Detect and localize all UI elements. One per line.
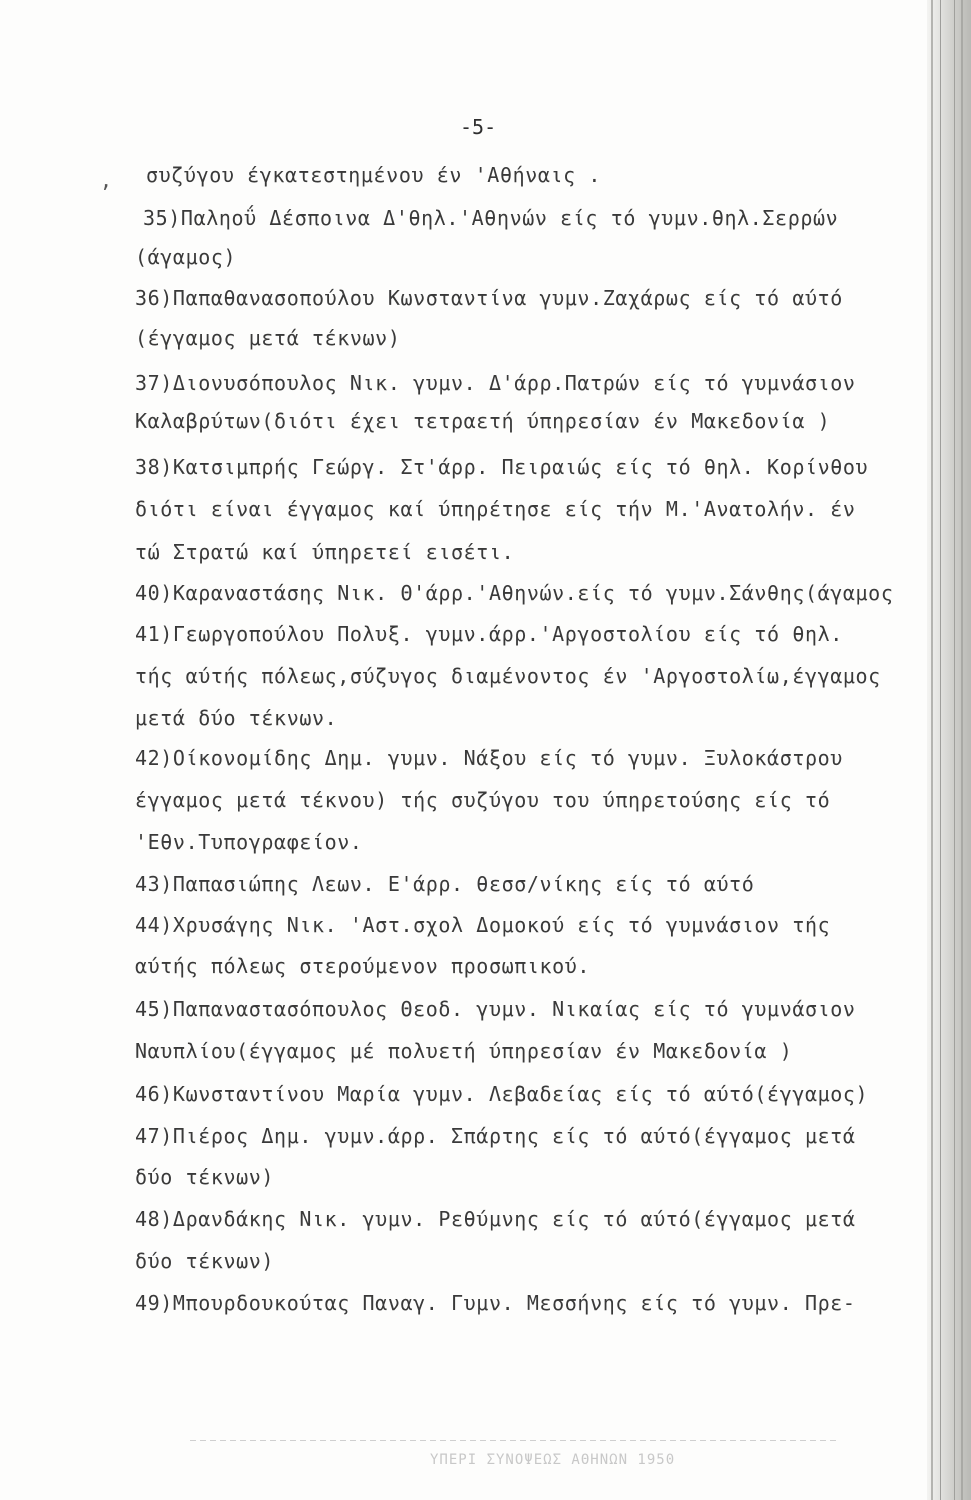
text-line: 47)Πιέρος Δημ. γυμν.άρρ. Σπάρτης είς τό αύτό(έγγαμος μετά	[135, 1124, 856, 1148]
text-line: Καλαβρύτων(διότι έχει τετραετή ύπηρεσίαν έν Μακεδονία )	[135, 409, 831, 433]
binding-line	[931, 0, 933, 1500]
text-line: 36)Παπαθανασοπούλου Κωνσταντίνα γυμν.Ζαχάρως είς τό αύτό	[135, 286, 843, 310]
page-number: -5-	[460, 115, 497, 139]
binding-line	[940, 0, 941, 1500]
footer-rule	[190, 1440, 840, 1441]
text-line: τής αύτής πόλεως,σύζυγος διαμένοντος έν 'Αργοστολίω,έγγαμος	[135, 664, 881, 688]
text-line: συζύγου έγκατεστημένου έν 'Αθήναις .	[146, 163, 602, 187]
footer-stamp: ΥΠΕΡΙ ΣΥΝΟΨΕΩΣ ΑΘΗΝΩΝ 1950	[430, 1452, 676, 1468]
text-line: μετά δύο τέκνων.	[135, 706, 338, 730]
text-line: 43)Παπασιώπης Λεων. Ε'άρρ. θεσσ/νίκης είς τό αύτό	[135, 872, 755, 896]
margin-mark: ,	[100, 168, 113, 192]
text-line: έγγαμος μετά τέκνου) τής συζύγου του ύπηρετούσης είς τό	[135, 788, 831, 812]
text-line: 44)Χρυσάγης Νικ. 'Αστ.σχολ Δομοκού είς τό γυμνάσιον τής	[135, 913, 831, 937]
text-line: 42)Οίκονομίδης Δημ. γυμν. Νάξου είς τό γυμν. Ξυλοκάστρου	[135, 746, 843, 770]
text-line: 41)Γεωργοπούλου Πολυξ. γυμν.άρρ.'Αργοστολίου είς τό θηλ.	[135, 622, 843, 646]
text-line: Ναυπλίου(έγγαμος μέ πολυετή ύπηρεσίαν έν Μακεδονία )	[135, 1039, 793, 1063]
binding-edge	[927, 0, 971, 1500]
text-line: δύο τέκνων)	[135, 1249, 275, 1273]
text-line: 37)Διονυσόπουλος Νικ. γυμν. Δ'άρρ.Πατρών είς τό γυμνάσιον	[135, 371, 856, 395]
text-line: 45)Παπαναστασόπουλος Θεοδ. γυμν. Νικαίας είς τό γυμνάσιον	[135, 997, 856, 1021]
text-line: 38)Κατσιμπρής Γεώργ. Στ'άρρ. Πειραιώς είς τό θηλ. Κορίνθου	[135, 455, 869, 479]
text-line: τώ Στρατώ καί ύπηρετεί εισέτι.	[135, 540, 515, 564]
text-line: αύτής πόλεως στερούμενον προσωπικού.	[135, 954, 591, 978]
text-line: διότι είναι έγγαμος καί ύπηρέτησε είς τήν Μ.'Ανατολήν. έν	[135, 497, 856, 521]
text-line: 48)Δρανδάκης Νικ. γυμν. Ρεθύμνης είς τό αύτό(έγγαμος μετά	[135, 1207, 856, 1231]
text-line: δύο τέκνων)	[135, 1165, 275, 1189]
text-line: (άγαμος)	[135, 245, 237, 269]
text-line: (έγγαμος μετά τέκνων)	[135, 326, 401, 350]
text-line: 46)Κωνσταντίνου Μαρία γυμν. Λεβαδείας είς τό αύτό(έγγαμος)	[135, 1082, 869, 1106]
text-line: 'Εθν.Τυπογραφείον.	[135, 830, 363, 854]
text-line: 49)Μπουρδουκούτας Παναγ. Γυμν. Μεσσήνης είς τό γυμν. Πρε-	[135, 1291, 856, 1315]
text-line: 40)Καραναστάσης Νικ. Θ'άρρ.'Αθηνών.είς τό γυμν.Σάνθης(άγαμος	[135, 581, 894, 605]
text-line: 35)Παληοΰ Δέσποινα Δ'θηλ.'Αθηνών είς τό γυμν.θηλ.Σερρών	[143, 206, 839, 230]
binding-line	[954, 0, 955, 1500]
binding-line	[961, 0, 963, 1500]
